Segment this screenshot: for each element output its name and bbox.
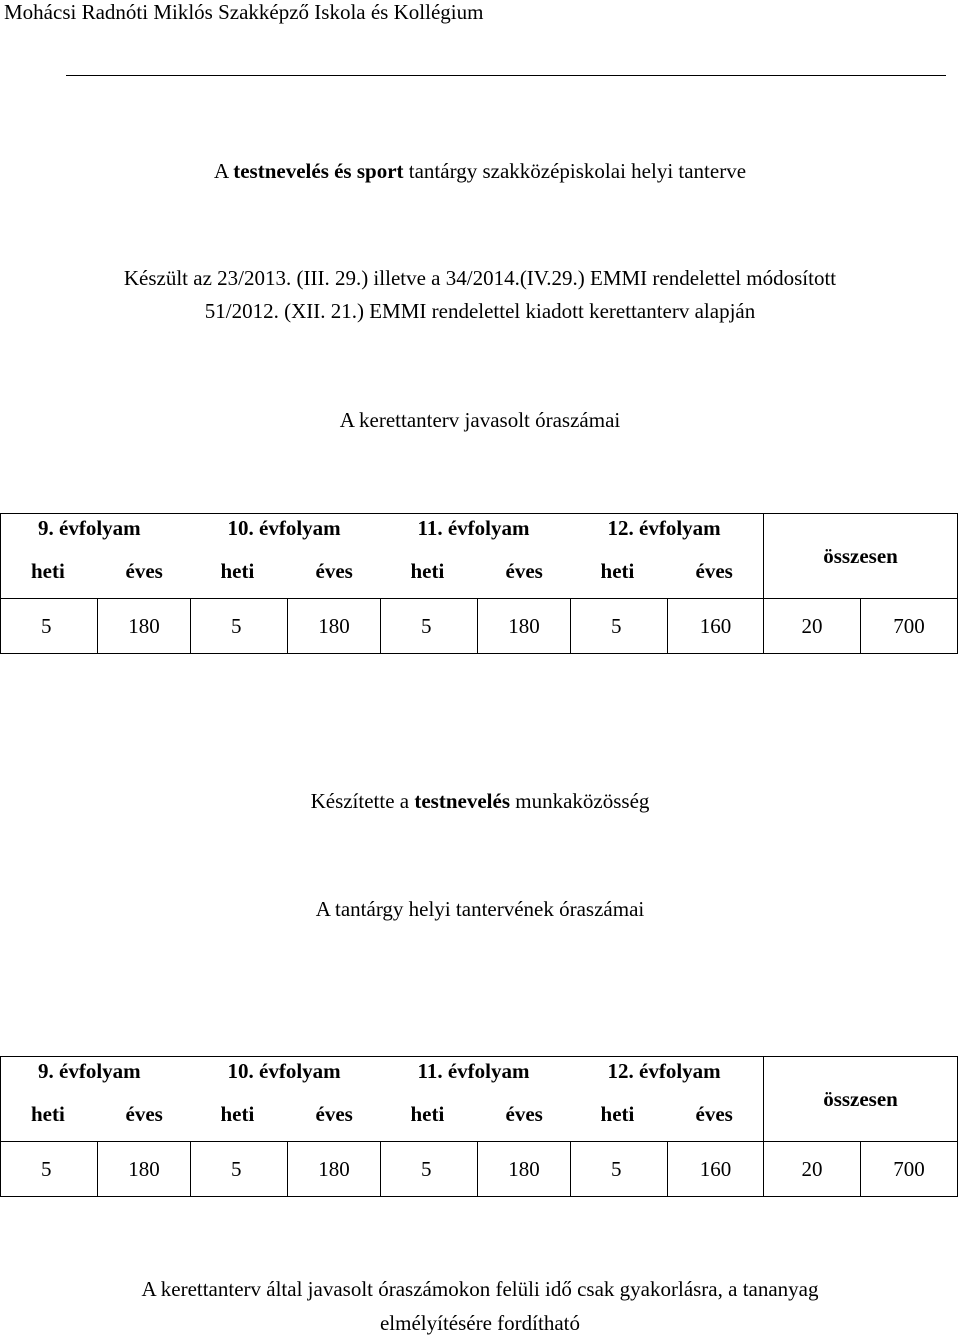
- title-suffix: tantárgy szakközépiskolai helyi tanterve: [403, 159, 747, 183]
- sub-header: éves: [668, 544, 764, 599]
- sub-header: éves: [98, 544, 191, 599]
- value-cell: 180: [98, 599, 191, 654]
- footer-note-line-1: A kerettanterv által javasolt óraszámokon felüli idő csak gyakorlásra, a tananyag: [141, 1277, 819, 1301]
- grade-11-header: 11. évfolyam: [381, 1057, 571, 1088]
- footer-note-line-2: elmélyítésére fordítható: [379, 1311, 580, 1335]
- table2-caption: A tantárgy helyi tantervének óraszámai: [315, 897, 645, 921]
- basis-line-2: 51/2012. (XII. 21.) EMMI rendelettel kiadott kerettanterv alapján: [204, 299, 756, 323]
- grade-9-header: 9. évfolyam: [1, 514, 191, 545]
- sub-header: heti: [191, 544, 288, 599]
- total-header: összesen: [764, 514, 958, 599]
- value-cell: 700: [861, 1142, 958, 1197]
- value-cell: 5: [381, 1142, 478, 1197]
- title-subject: testnevelés és sport: [233, 159, 404, 183]
- value-cell: 5: [1, 599, 98, 654]
- total-header: összesen: [764, 1057, 958, 1142]
- table-local-hours: [0, 1056, 958, 1197]
- sub-header: éves: [478, 1087, 571, 1142]
- sub-header: heti: [191, 1087, 288, 1142]
- sub-header: heti: [571, 544, 668, 599]
- prepared-prefix: Készítette a: [310, 789, 415, 813]
- value-cell: 180: [98, 1142, 191, 1197]
- value-cell: 180: [478, 1142, 571, 1197]
- grade-10-header: 10. évfolyam: [191, 1057, 381, 1088]
- value-cell: 5: [1, 1142, 98, 1197]
- value-cell: 5: [191, 599, 288, 654]
- value-cell: 5: [381, 599, 478, 654]
- title-prefix: A: [213, 159, 234, 183]
- grade-12-header: 12. évfolyam: [571, 1057, 764, 1088]
- grade-11-header: 11. évfolyam: [381, 514, 571, 545]
- sub-header: éves: [288, 544, 381, 599]
- document-title: [0, 158, 960, 184]
- value-cell: 180: [288, 1142, 381, 1197]
- sub-header: heti: [571, 1087, 668, 1142]
- value-cell: 700: [861, 599, 958, 654]
- grade-9-header: 9. évfolyam: [1, 1057, 191, 1088]
- value-cell: 180: [478, 599, 571, 654]
- value-cell: 5: [571, 1142, 668, 1197]
- prepared-by: [0, 788, 960, 814]
- sub-header: heti: [1, 544, 98, 599]
- value-cell: 20: [764, 599, 861, 654]
- value-cell: 5: [571, 599, 668, 654]
- sub-header: heti: [1, 1087, 98, 1142]
- value-cell: 5: [191, 1142, 288, 1197]
- sub-header: heti: [381, 1087, 478, 1142]
- sub-header: éves: [668, 1087, 764, 1142]
- table-framework-hours: [0, 513, 958, 654]
- sub-header: éves: [288, 1087, 381, 1142]
- prepared-suffix: munkaközösség: [510, 789, 650, 813]
- school-header: Mohácsi Radnóti Miklós Szakképző Iskola és Kollégium: [4, 0, 484, 24]
- value-cell: 180: [288, 599, 381, 654]
- sub-header: heti: [381, 544, 478, 599]
- grade-10-header: 10. évfolyam: [191, 514, 381, 545]
- header-divider: [66, 75, 946, 76]
- table1-caption: A kerettanterv javasolt óraszámai: [339, 408, 621, 432]
- prepared-subject: testnevelés: [414, 789, 510, 813]
- sub-header: éves: [98, 1087, 191, 1142]
- value-cell: 160: [668, 599, 764, 654]
- grade-12-header: 12. évfolyam: [571, 514, 764, 545]
- basis-line-1: Készült az 23/2013. (III. 29.) illetve a 34/2014.(IV.29.) EMMI rendelettel módosított: [123, 266, 837, 290]
- sub-header: éves: [478, 544, 571, 599]
- value-cell: 160: [668, 1142, 764, 1197]
- value-cell: 20: [764, 1142, 861, 1197]
